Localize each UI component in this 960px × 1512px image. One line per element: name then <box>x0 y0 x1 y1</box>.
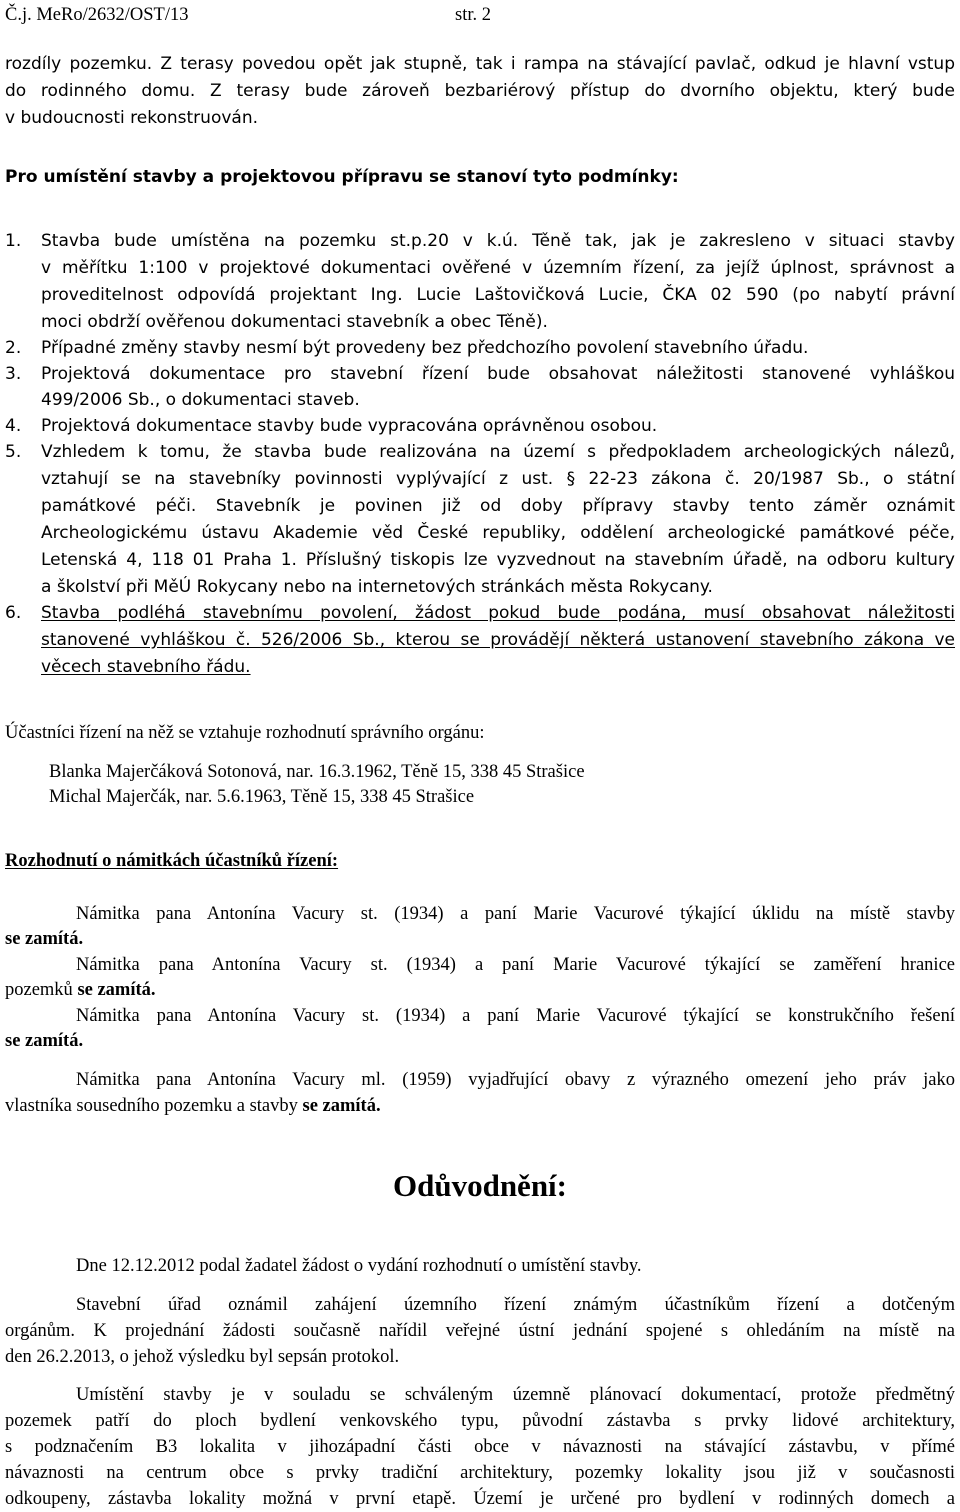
condition-line: Projektová dokumentace stavby bude vypracována oprávněnou osobou. <box>41 416 658 436</box>
reasoning-line: s podznačením B3 lokalita v jihozápadní části obce v návaznosti na stávající zástavbu, v přímé <box>5 1437 955 1457</box>
reasoning-line: pozemek patří do ploch bydlení venkovského typu, původní zástavba s prvky lidové architektury, <box>5 1411 955 1431</box>
objections-heading: Rozhodnutí o námitkách účastníků řízení: <box>5 851 339 871</box>
condition-line: památkové péči. Stavebník je povinen již od doby přípravy stavby tento záměr oznámit <box>41 496 955 516</box>
page-number: str. 2 <box>455 5 491 25</box>
reasoning-line: orgánům. K projednání žádosti současně nařídil veřejné ústní jednání spojené s ohledáním na místě na <box>5 1321 955 1341</box>
objection-verdict-prefix: vlastníka sousedního pozemku a stavby <box>5 1096 303 1116</box>
condition-number: 2. <box>5 338 22 358</box>
objection-line: Námitka pana Antonína Vacury st. (1934) a paní Marie Vacurové týkající se zaměření hranice <box>76 955 955 975</box>
document-reference: Č.j. MeRo/2632/OST/13 <box>5 5 189 25</box>
condition-number: 3. <box>5 364 22 384</box>
condition-number: 1. <box>5 231 22 251</box>
participant-entry: Michal Majerčák, nar. 5.6.1963, Těně 15, 338 45 Strašice <box>49 787 475 807</box>
condition-line: v měřítku 1:100 v projektové dokumentaci ověřené v územním řízení, za jejíž úplnost, správnost a <box>41 258 955 278</box>
objection-verdict <box>5 1093 381 1119</box>
condition-number: 4. <box>5 416 22 436</box>
reasoning-line: Stavební úřad oznámil zahájení územního řízení známým účastníkům řízení a dotčeným <box>76 1295 955 1315</box>
intro-line: do rodinného domu. Z terasy bude zároveň bezbariérový přístup do dvorního objektu, který bude <box>5 81 955 101</box>
condition-line: vztahují se na stavebníky povinnosti vyplývající z ust. § 22-23 zákona č. 20/1987 Sb., o státní <box>41 469 955 489</box>
condition-line: Stavba bude umístěna na pozemku st.p.20 v k.ú. Těně tak, jak je zakresleno v situaci stavby <box>41 231 955 251</box>
objection-line: Námitka pana Antonína Vacury st. (1934) a paní Marie Vacurové týkající úklidu na místě stavby <box>76 904 955 924</box>
objection-verdict <box>5 1028 83 1054</box>
condition-line: moci obdrží ověřenou dokumentaci stavebník a obec Těně). <box>41 312 548 332</box>
condition-line: stanovené vyhláškou č. 526/2006 Sb., kterou se provádějí některá ustanovení stavebního zákona ve <box>41 630 955 650</box>
reasoning-line: Dne 12.12.2012 podal žadatel žádost o vydání rozhodnutí o umístění stavby. <box>76 1256 642 1276</box>
objection-verdict-bold: se zamítá. <box>77 980 156 1000</box>
objection-verdict <box>5 977 156 1003</box>
condition-line: Případné změny stavby nesmí být provedeny bez předchozího povolení stavebního úřadu. <box>41 338 809 358</box>
objection-verdict-bold: se zamítá. <box>5 929 84 949</box>
reasoning-line: odkoupeny, zástavba lokality možná v první etapě. Území je určené pro bydlení v rodinných domech a <box>5 1489 955 1509</box>
objection-verdict-bold: se zamítá. <box>5 1031 84 1051</box>
condition-line: a školství při MěÚ Rokycany nebo na internetových stránkách města Rokycany. <box>41 577 713 597</box>
condition-line: Stavba podléhá stavebnímu povolení, žádost pokud bude podána, musí obsahovat náležitosti <box>41 603 955 623</box>
reasoning-line: den 26.2.2013, o jehož výsledku byl sepsán protokol. <box>5 1347 400 1367</box>
reasoning-line: Umístění stavby je v souladu se schváleným územně plánovací dokumentací, protože předmětný <box>76 1385 955 1405</box>
condition-line: Vzhledem k tomu, že stavba bude realizována na území s předpokladem archeologických nálezů, <box>41 442 955 462</box>
condition-line: Letenská 4, 118 01 Praha 1. Příslušný tiskopis lze vyzvednout na stavebním úřadě, na odboru kultury <box>41 550 955 570</box>
participants-heading: Účastníci řízení na něž se vztahuje rozhodnutí správního orgánu: <box>5 723 485 743</box>
reasoning-title: Odůvodnění: <box>392 1168 567 1203</box>
intro-line: v budoucnosti rekonstruován. <box>5 108 258 128</box>
reasoning-line: návaznosti na centrum obce s prvky tradiční architektury, pozemky lokality jsou již v současnosti <box>5 1463 955 1483</box>
objection-line: Námitka pana Antonína Vacury ml. (1959) vyjadřující obavy z výrazného omezení jeho práv jako <box>76 1070 955 1090</box>
condition-line: proveditelnost odpovídá projektant Ing. Lucie Laštovičková Lucie, ČKA 02 590 (po nabytí právní <box>41 285 955 305</box>
objection-verdict <box>5 926 83 952</box>
objection-verdict-bold: se zamítá. <box>302 1096 381 1116</box>
condition-line: Archeologickému ústavu Akademie věd České republiky, oddělení archeologické památkové péče, <box>41 523 955 543</box>
objection-line: Námitka pana Antonína Vacury st. (1934) a paní Marie Vacurové týkající se konstrukčního řešení <box>76 1006 955 1026</box>
condition-line: 499/2006 Sb., o dokumentaci staveb. <box>41 390 360 410</box>
intro-line: rozdíly pozemku. Z terasy povedou opět jak stupně, tak i rampa na stávající pavlač, odkud je hlavní vstup <box>5 54 955 74</box>
condition-number: 6. <box>5 603 22 623</box>
participant-entry: Blanka Majerčáková Sotonová, nar. 16.3.1962, Těně 15, 338 45 Strašice <box>49 762 585 782</box>
condition-number: 5. <box>5 442 22 462</box>
condition-line: Projektová dokumentace pro stavební řízení bude obsahovat náležitosti stanovené vyhláškou <box>41 364 955 384</box>
objection-verdict-prefix: pozemků <box>5 980 78 1000</box>
condition-line: věcech stavebního řádu. <box>41 657 251 677</box>
conditions-heading: Pro umístění stavby a projektovou přípravu se stanoví tyto podmínky: <box>5 167 679 187</box>
